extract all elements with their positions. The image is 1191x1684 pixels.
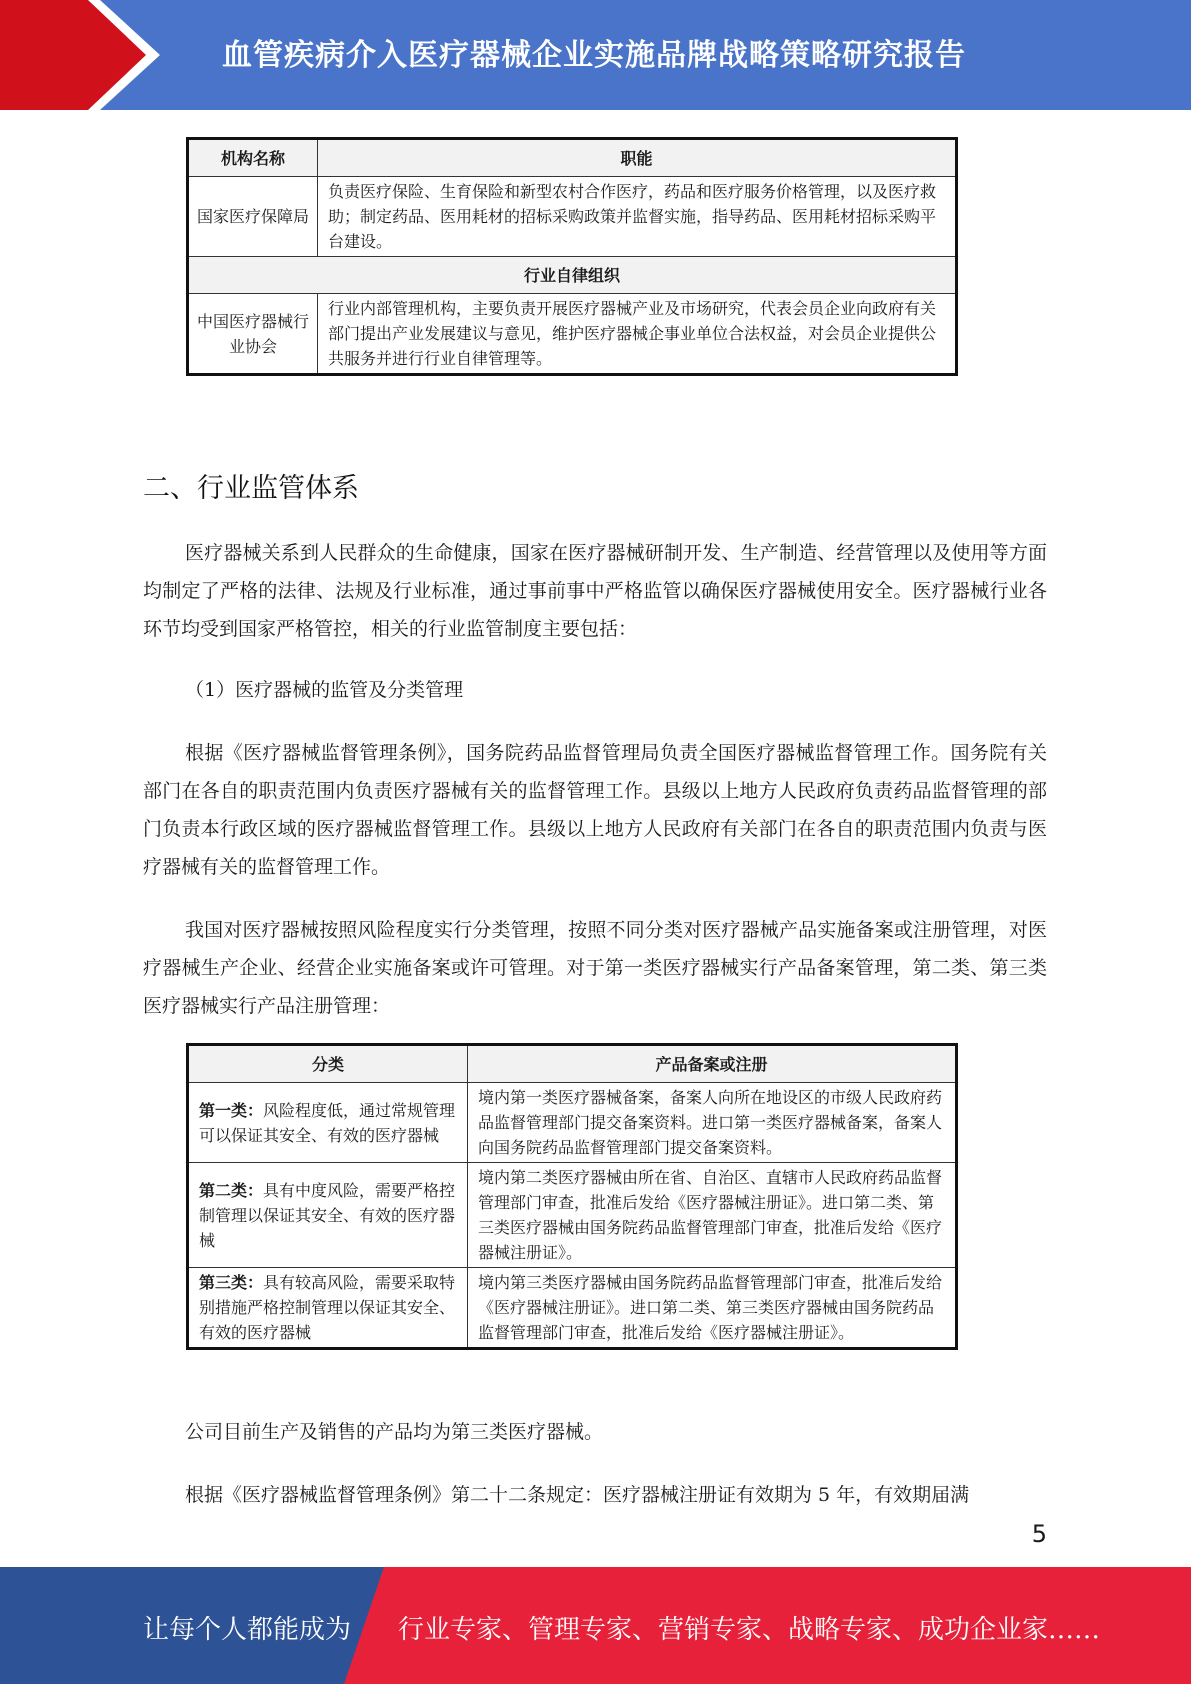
- column-header-function: 职能: [318, 139, 957, 177]
- table-row: [188, 1083, 957, 1163]
- section-heading: 二、行业监管体系: [143, 473, 359, 504]
- registration-cell: 境内第二类医疗器械由所在省、自治区、直辖市人民政府药品监督管理部门审查，批准后发给《医疗器械注册证》。进口第二类、第三类医疗器械由国务院药品监督管理部门审查，批准后发给《医疗器械注册证》。: [468, 1163, 957, 1268]
- class-description: 具有较高风险，需要采取特别措施严格控制管理以保证其安全、有效的医疗器械: [199, 1273, 456, 1342]
- page-header: [0, 0, 1191, 110]
- table-row: [188, 1268, 957, 1349]
- classification-table: [186, 1043, 958, 1350]
- table-row: [188, 177, 957, 257]
- class-description: 具有中度风险，需要严格控制管理以保证其安全、有效的医疗器械: [199, 1180, 456, 1250]
- class-label: 第三类：: [199, 1273, 264, 1292]
- group-heading: 行业自律组织: [188, 257, 957, 294]
- paragraph-regulation: 根据《医疗器械监督管理条例》，国务院药品监督管理局负责全国医疗器械监督管理工作。国务院有关部门在各自的职责范围内负责医疗器械有关的监督管理工作。县级以上地方人民政府负责药品监督管理的部门负责本行政区域的医疗器械监督管理工作。县级以上地方人民政府有关部门在各自的职责范围内负责与医疗器械有关的监督管理工作。: [143, 742, 1047, 878]
- column-header-class: 分类: [188, 1045, 468, 1083]
- registration-cell: 境内第一类医疗器械备案，备案人向所在地设区的市级人民政府药品监督管理部门提交备案资料。进口第一类医疗器械备案，备案人向国务院药品监督管理部门提交备案资料。: [468, 1083, 957, 1163]
- column-header-org: 机构名称: [188, 139, 318, 177]
- registration-cell: 境内第三类医疗器械由国务院药品监督管理部门审查，批准后发给《医疗器械注册证》。进口第二类、第三类医疗器械由国务院药品监督管理部门审查，批准后发给《医疗器械注册证》。: [468, 1268, 957, 1349]
- table-header-row: [188, 139, 957, 177]
- function-cell: 负责医疗保险、生育保险和新型农村合作医疗，药品和医疗服务价格管理，以及医疗救助；制定药品、医用耗材的招标采购政策并监督实施，指导药品、医用耗材招标采购平台建设。: [318, 177, 957, 257]
- page-number: 5: [1031, 1520, 1047, 1548]
- class-label: 第一类：: [199, 1100, 264, 1120]
- paragraph-intro: 医疗器械关系到人民群众的生命健康，国家在医疗器械研制开发、生产制造、经营管理以及使用等方面均制定了严格的法律、法规及行业标准，通过事前事中严格监管以确保医疗器械使用安全。医疗器械行业各环节均受到国家严格管控，相关的行业监管制度主要包括：: [143, 542, 1047, 640]
- institution-table: [186, 137, 958, 376]
- page-footer: [0, 1567, 1191, 1684]
- group-row: [188, 257, 957, 294]
- class-cell: [188, 1083, 468, 1163]
- class-cell: [188, 1163, 468, 1268]
- paragraph-article-22: 根据《医疗器械监督管理条例》第二十二条规定：医疗器械注册证有效期为 5 年，有效期届满: [185, 1484, 970, 1506]
- footer-slogan-left: 让每个人都能成为: [143, 1615, 352, 1645]
- table-header-row: [188, 1045, 957, 1083]
- paragraph-classification: 我国对医疗器械按照风险程度实行分类管理，按照不同分类对医疗器械产品实施备案或注册管理，对医疗器械生产企业、经营企业实施备案或许可管理。对于第一类医疗器械实行产品备案管理，第二类、第三类医疗器械实行产品注册管理：: [143, 919, 1047, 1017]
- footer-slogan-right: 行业专家、管理专家、营销专家、战略专家、成功企业家……: [398, 1615, 1101, 1645]
- table-row: [188, 294, 957, 375]
- table-row: [188, 1163, 957, 1268]
- column-header-registration: 产品备案或注册: [468, 1045, 957, 1083]
- org-name-cell: 中国医疗器械行业协会: [188, 294, 318, 375]
- header-red-arrow: [0, 0, 150, 110]
- report-title: 血管疾病介入医疗器械企业实施品牌战略策略研究报告: [222, 38, 966, 73]
- class-description: 风险程度低，通过常规管理可以保证其安全、有效的医疗器械: [199, 1100, 456, 1145]
- class-cell: [188, 1268, 468, 1349]
- class-label: 第二类：: [199, 1180, 264, 1200]
- paragraph-products: 公司目前生产及销售的产品均为第三类医疗器械。: [185, 1421, 604, 1443]
- org-name-cell: 国家医疗保障局: [188, 177, 318, 257]
- function-cell: 行业内部管理机构，主要负责开展医疗器械产业及市场研究，代表会员企业向政府有关部门提出产业发展建议与意见，维护医疗器械企事业单位合法权益，对会员企业提供公共服务并进行行业自律管理等。: [318, 294, 957, 375]
- subheading-classification: （1）医疗器械的监管及分类管理: [185, 679, 464, 701]
